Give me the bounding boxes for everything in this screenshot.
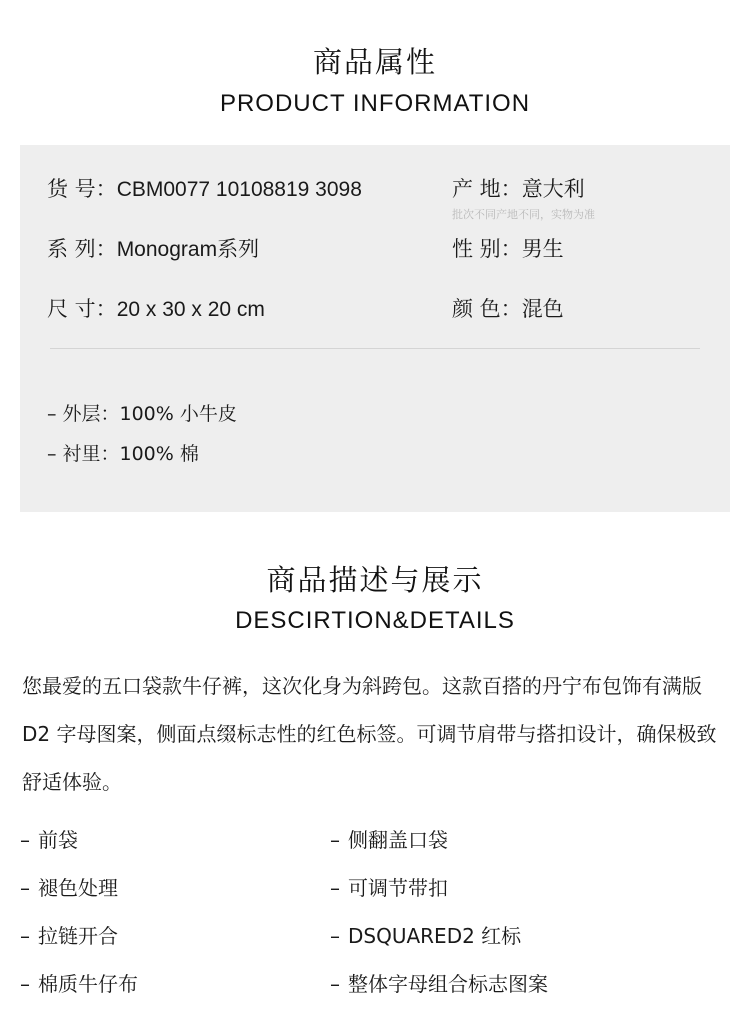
gender-label: 性 别： — [452, 237, 522, 261]
feature-item — [20, 968, 138, 997]
feature-text: 可调节带扣 — [348, 876, 448, 900]
feature-item — [20, 824, 78, 853]
origin-note: 批次不同产地不同，实物为准 — [452, 208, 595, 221]
divider — [50, 348, 700, 349]
product-info-panel — [20, 145, 730, 512]
feature-text: 侧翻盖口袋 — [348, 828, 448, 852]
details-title-en: DESCIRTION&DETAILS — [235, 607, 515, 634]
feature-text: DSQUARED2 红标 — [348, 924, 522, 948]
dash-icon: – — [330, 924, 340, 948]
gender-value: 男生 — [521, 238, 564, 261]
dash-icon: – — [330, 972, 340, 996]
size-row — [47, 293, 265, 323]
feature-text: 拉链开合 — [38, 924, 118, 948]
item-number-label: 货 号： — [47, 177, 117, 201]
color-label: 颜 色： — [452, 297, 522, 321]
material-text: 外层：100% 小牛皮 — [62, 403, 237, 425]
dash-icon: – — [20, 828, 30, 852]
feature-item — [330, 824, 448, 853]
item-number-value: CBM0077 10108819 3098 — [116, 178, 362, 201]
origin-value: 意大利 — [521, 178, 585, 201]
attributes-title-en: PRODUCT INFORMATION — [219, 90, 531, 117]
dash-icon: – — [47, 403, 57, 425]
dash-icon: – — [20, 924, 30, 948]
size-label: 尺 寸： — [47, 297, 117, 321]
size-value: 20 x 30 x 20 cm — [116, 298, 265, 321]
feature-item — [330, 920, 521, 949]
dash-icon: – — [330, 876, 340, 900]
feature-item — [330, 872, 448, 901]
dash-icon: – — [330, 828, 340, 852]
attributes-title-cn: 商品属性 — [312, 45, 437, 79]
product-description: 您最爱的五口袋款牛仔裤，这次化身为斜跨包。这款百搭的丹宁布包饰有满版 D2 字母图案，侧面点缀标志性的红色标签。可调节肩带与搭扣设计，确保极致舒适体验。 — [22, 674, 717, 794]
feature-item — [20, 872, 118, 901]
material-item — [47, 399, 237, 426]
details-title-cn: 商品描述与展示 — [266, 563, 484, 597]
dash-icon: – — [47, 443, 57, 465]
feature-text: 前袋 — [38, 828, 78, 852]
material-item — [47, 439, 199, 466]
gender-row — [452, 233, 564, 263]
series-label: 系 列： — [47, 237, 117, 261]
feature-text: 整体字母组合标志图案 — [348, 972, 548, 996]
color-value: 混色 — [521, 298, 564, 321]
material-text: 衬里：100% 棉 — [62, 443, 199, 465]
dash-icon: – — [20, 972, 30, 996]
feature-item — [20, 920, 118, 949]
origin-label: 产 地： — [452, 177, 522, 201]
item-number-row — [47, 173, 362, 203]
series-row — [47, 233, 259, 263]
feature-text: 褪色处理 — [38, 876, 118, 900]
color-row — [452, 293, 564, 323]
feature-item — [330, 968, 548, 997]
dash-icon: – — [20, 876, 30, 900]
series-value: Monogram系列 — [116, 238, 260, 261]
feature-text: 棉质牛仔布 — [38, 972, 138, 996]
origin-row — [452, 173, 585, 203]
